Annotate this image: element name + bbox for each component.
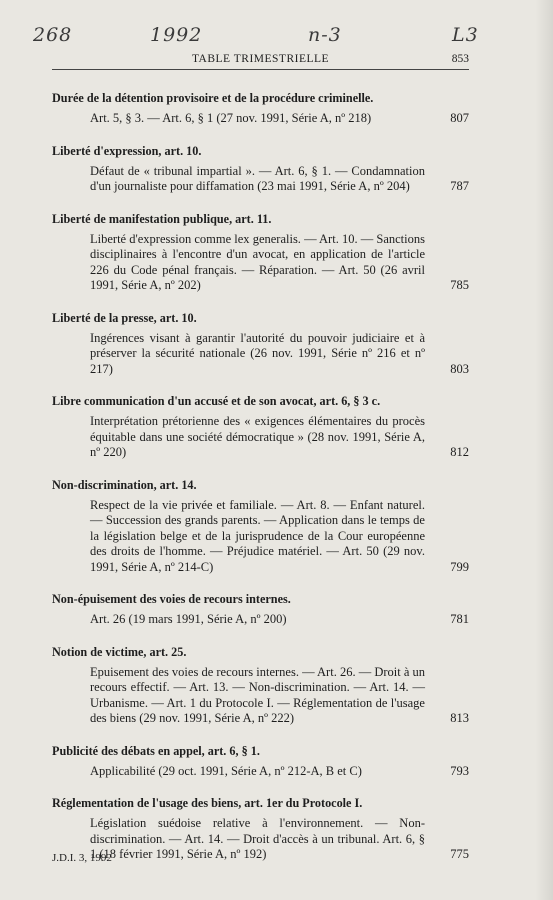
index-entry	[52, 644, 469, 727]
entry-page-ref: 793	[450, 763, 469, 778]
entry-heading: Liberté de manifestation publique, art. 11.	[52, 211, 272, 226]
handwritten-annotation: 1992	[150, 24, 203, 46]
entry-body	[52, 111, 469, 127]
entry-page-ref: 787	[450, 179, 469, 193]
entry-body	[52, 232, 469, 294]
index-entry	[52, 90, 469, 127]
entry-page-ref: 799	[450, 559, 469, 574]
entry-text: Art. 26 (19 mars 1991, Série A, nº 200)	[90, 612, 287, 626]
entry-text: Epuisement des voies de recours internes. — Art. 26. — Droit à un recours effectif. — Art. 13. — Non-discrimination. — Art. 14. — Urbanisme. — Art. 1 du Protocole I. — Réglementation de l'usage des biens (29 nov. 1991, Série A, nº 222)	[90, 664, 425, 725]
handwritten-annotation: L3	[452, 24, 479, 46]
index-entry	[52, 310, 469, 378]
index-entry	[52, 477, 469, 576]
index-entry	[52, 743, 469, 780]
entry-body	[52, 816, 469, 863]
entry-heading: Non-épuisement des voies de recours internes.	[52, 592, 291, 606]
entry-body	[52, 498, 469, 576]
footer-citation: J.D.I. 3, 1992	[52, 852, 112, 864]
index-entry	[52, 211, 469, 294]
running-title: TABLE TRIMESTRIELLE	[191, 53, 330, 65]
entry-page-ref: 813	[450, 711, 469, 725]
entry-body	[52, 612, 469, 628]
index-entries	[52, 90, 469, 879]
handwritten-annotation: n-3	[308, 24, 342, 46]
entry-body	[52, 414, 469, 461]
entry-body	[52, 331, 469, 378]
entry-text: Applicabilité (29 oct. 1991, Série A, nº 212-A, B et C)	[90, 763, 362, 778]
entry-text: Interprétation prétorienne des « exigences élémentaires du procès équitable dans une société démocratique » (28 nov. 1991, Série A, nº 220)	[90, 414, 425, 459]
entry-text: Liberté d'expression comme lex generalis. — Art. 10. — Sanctions disciplinaires à l'encontre d'un avocat, en application de l'article 226 du Code pénal français. — Réparation. — Art. 50 (26 avril 1991, Série A, nº 202)	[90, 231, 425, 292]
entry-heading: Liberté de la presse, art. 10.	[52, 310, 197, 325]
entry-page-ref: 785	[450, 278, 469, 292]
entry-page-ref: 775	[450, 847, 469, 861]
entry-heading: Réglementation de l'usage des biens, art. 1er du Protocole I.	[52, 796, 363, 810]
entry-text: Législation suédoise relative à l'environnement. — Non-discrimination. — Art. 14. — Droit d'accès à un tribunal. Art. 6, § 1 (18 février 1991, Série A, nº 192)	[90, 816, 425, 861]
entry-heading: Non-discrimination, art. 14.	[52, 477, 197, 492]
entry-body	[52, 764, 469, 780]
running-header	[52, 53, 469, 70]
entry-heading: Durée de la détention provisoire et de la procédure criminelle.	[52, 91, 374, 105]
entry-heading: Liberté d'expression, art. 10.	[52, 143, 202, 158]
entry-text: Défaut de « tribunal impartial ». — Art. 6, § 1. — Condamnation d'un journaliste pour diffamation (23 mai 1991, Série A, nº 204)	[90, 163, 425, 193]
entry-body	[52, 164, 469, 195]
entry-page-ref: 781	[450, 612, 469, 626]
entry-page-ref: 812	[450, 445, 469, 459]
index-entry	[52, 591, 469, 628]
entry-body	[52, 665, 469, 727]
handwritten-annotation: 268	[33, 24, 73, 46]
entry-page-ref: 803	[450, 361, 469, 376]
entry-text: Respect de la vie privée et familiale. — Art. 8. — Enfant naturel. — Succession des grands parents. — Application dans le temps de la législation belge et de la jurisprudence de la Cour européenne des droits de l'homme. — Préjudice matériel. — Art. 50 (29 nov. 1991, Série A, nº 214-C)	[90, 497, 425, 574]
entry-heading: Libre communication d'un accusé et de son avocat, art. 6, § 3 c.	[52, 394, 381, 408]
entry-text: Art. 5, § 3. — Art. 6, § 1 (27 nov. 1991, Série A, nº 218)	[90, 111, 372, 125]
entry-text: Ingérences visant à garantir l'autorité du pouvoir judiciaire et à préserver la sécurité nationale (26 nov. 1991, Série nº 216 et nº 217)	[90, 330, 425, 376]
index-entry	[52, 393, 469, 461]
index-entry	[52, 143, 469, 195]
index-entry	[52, 795, 469, 863]
entry-heading: Publicité des débats en appel, art. 6, § 1.	[52, 743, 260, 758]
entry-page-ref: 807	[450, 111, 469, 125]
page-edge-shadow	[535, 0, 553, 900]
page-number: 853	[451, 53, 469, 65]
entry-heading: Notion de victime, art. 25.	[52, 644, 187, 659]
